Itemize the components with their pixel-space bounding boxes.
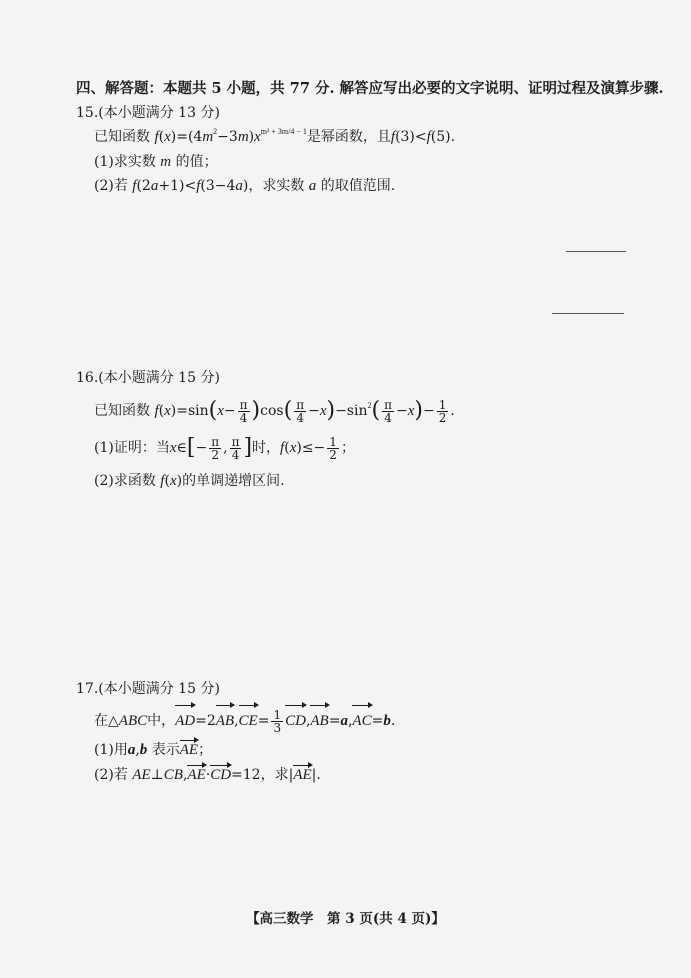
q15-points: (本小题满分 13 分): [98, 105, 220, 121]
q15-number: 15.: [76, 105, 99, 121]
q17-part2: (2)若 AE⊥CB,AE·CD=12，求|AE|.: [94, 764, 321, 784]
q16-number: 16.: [76, 370, 99, 386]
q17-part1: (1)用a,b 表示AE；: [94, 739, 212, 759]
q17-stem: 在△ABC中，AD=2AB,CE= $\frac{1}{3}$ CD,AB=a,AC=b.: [94, 704, 395, 736]
q17-header: [76, 680, 220, 698]
q17-number: 17.: [76, 681, 99, 697]
section-heading: 四、解答题：本题共 5 小题，共 77 分. 解答应写出必要的文字说明、证明过程及演算步骤.: [76, 80, 664, 97]
margin-mark: [566, 251, 626, 252]
q16-stem: 已知函数 f(x)=sin(x− $\frac{\pi}{4}$ )cos( $\frac{\pi}{4}$ $-x)-\sin^2$( $\frac{\pi}{4}$ −x)− $\frac{1}{2}$ .: [94, 397, 455, 425]
q15-part1: (1)求实数 m 的值；: [94, 154, 218, 170]
q15-part2: (2)若 f(2a+1)<f(3−4a)，求实数 a 的取值范围.: [94, 178, 396, 194]
margin-mark: [552, 313, 624, 314]
q16-header: [76, 369, 220, 387]
q17-points: (本小题满分 15 分): [98, 681, 220, 697]
q16-part1: (1)证明：当x∈[− $\frac{\pi}{2}$ , $\frac{\pi}{4}$ ]时，f(x)≤− $\frac{1}{2}$ ；: [94, 434, 355, 462]
page-footer: 【高三数学 第 3 页(共 4 页)】: [246, 911, 445, 927]
q16-part2: (2)求函数 f(x)的单调递增区间.: [94, 473, 285, 489]
q15-stem: 已知函数 $f(x)=(4m^2-3m)x^{m^2 + 3m/4 - 1}$是幂函数，且f(3)<f(5).: [94, 127, 456, 145]
q16-points: (本小题满分 15 分): [98, 370, 220, 386]
q15-header: [76, 104, 220, 122]
